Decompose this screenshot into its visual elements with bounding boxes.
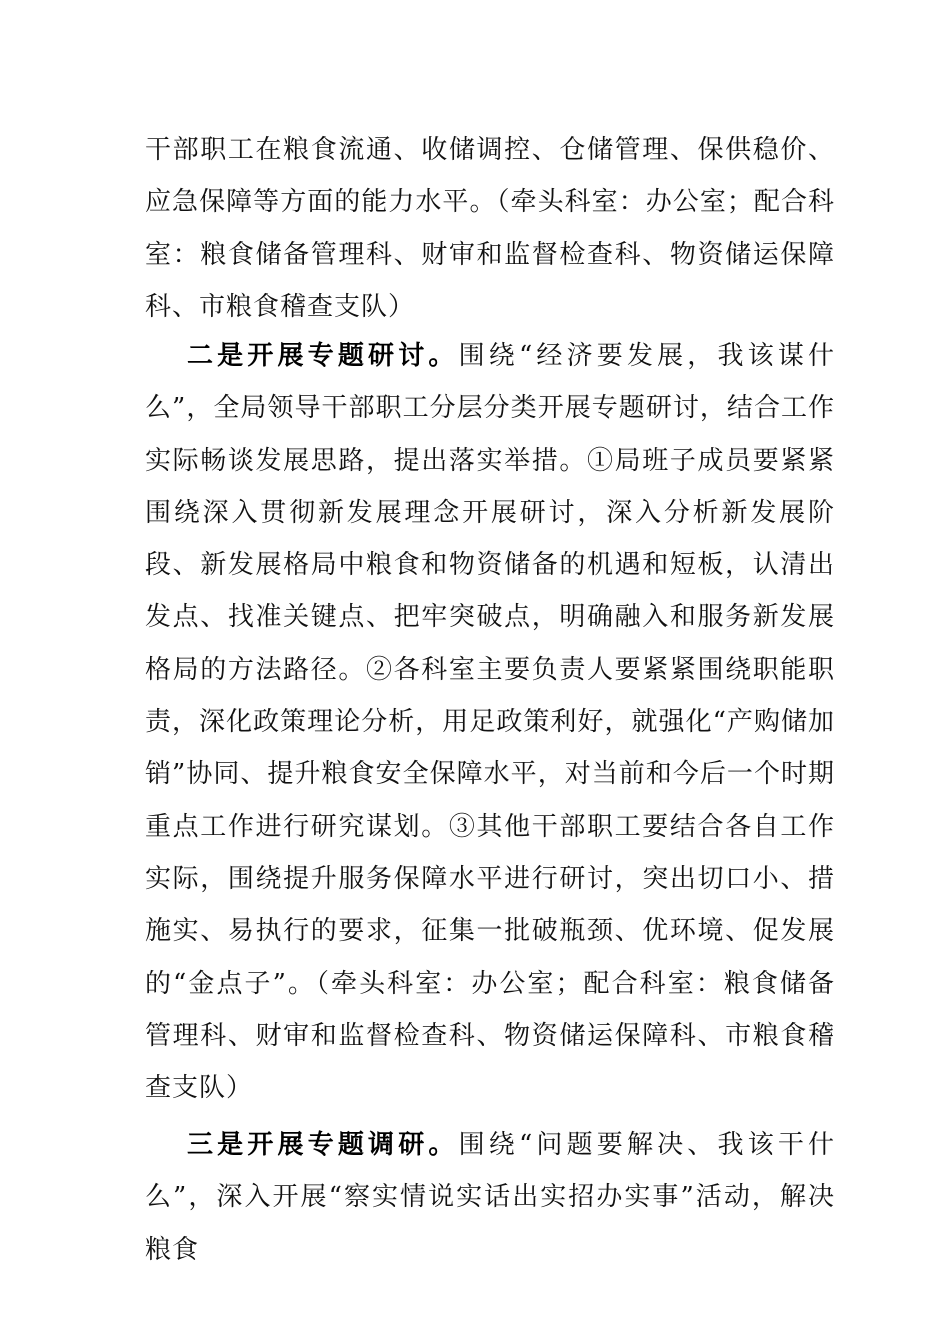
paragraph-2 — [145, 330, 835, 1114]
paragraph-2-text: 围绕“经济要发展，我该谋什么”，全局领导干部职工分层分类开展专题研讨，结合工作实际畅谈发展思路，提出落实举措。①局班子成员要紧紧围绕深入贯彻新发展理念开展研讨，深入分析新发展阶段、新发展格局中粮食和物资储备的机遇和短板，认清出发点、找准关键点、把牢突破点，明确融入和服务新发展格局的方法路径。②各科室主要负责人要紧紧围绕职能职责，深化政策理论分析，用足政策利好，就强化“产购储加销”协同、提升粮食安全保障水平，对当前和今后一个时期重点工作进行研究谋划。③其他干部职工要结合各自工作实际，围绕提升服务保障水平进行研讨，突出切口小、措施实、易执行的要求，征集一批破瓶颈、优环境、促发展的“金点子”。（牵头科室：办公室；配合科室：粮食储备管理科、财审和监督检查科、物资储运保障科、市粮食稽查支队） — [145, 341, 835, 1104]
paragraph-1 — [145, 124, 835, 333]
paragraph-3-text: 围绕“问题要解决、我该干什么”，深入开展“察实情说实话出实招办实事”活动，解决粮食 — [145, 1130, 835, 1265]
paragraph-3-lead: 三是开展专题调研。 — [187, 1130, 459, 1160]
paragraph-3 — [145, 1119, 835, 1276]
paragraph-2-lead: 二是开展专题研讨。 — [187, 341, 459, 371]
paragraph-1-text: 干部职工在粮食流通、收储调控、仓储管理、保供稳价、应急保障等方面的能力水平。（牵头科室：办公室；配合科室：粮食储备管理科、财审和监督检查科、物资储运保障科、市粮食稽查支队） — [145, 135, 835, 322]
